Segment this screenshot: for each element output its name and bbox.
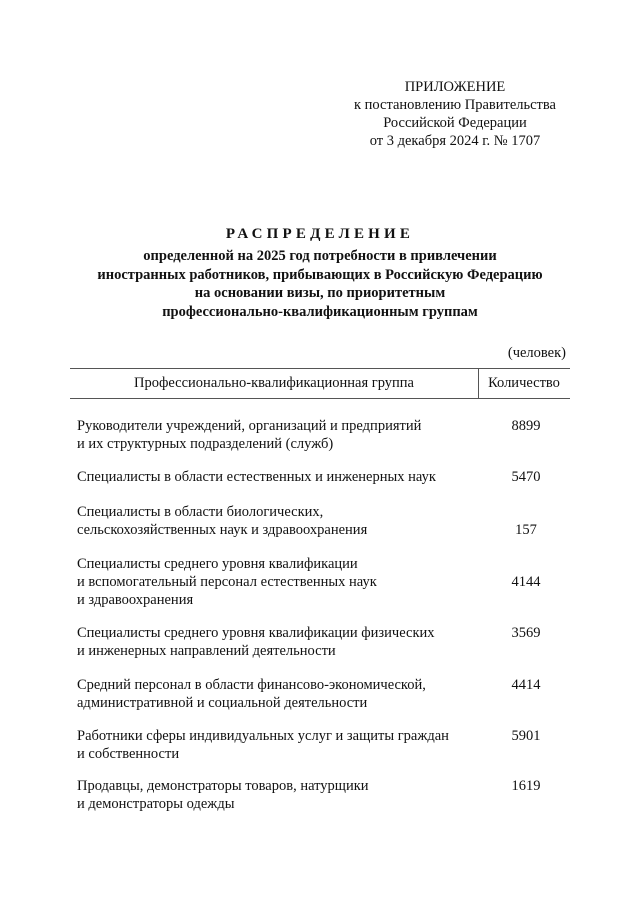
appendix-line-3: от 3 декабря 2024 г. № 1707	[369, 133, 541, 149]
row-value: 5470	[511, 469, 541, 485]
subtitle-line-1: определенной на 2025 год потребности в привлечении	[143, 248, 497, 264]
unit-label: (человек)	[507, 345, 566, 361]
row-label: Продавцы, демонстраторы товаров, натурщики и демонстраторы одежды	[77, 778, 369, 812]
row-label: Специалисты среднего уровня квалификации и вспомогательный персонал естественных наук и здравоохранения	[77, 556, 377, 608]
row-value: 3569	[511, 625, 541, 641]
row-value: 157	[515, 522, 537, 538]
table-top-rule	[70, 368, 570, 369]
row-value: 8899	[511, 418, 541, 434]
subtitle-line-4: профессионально-квалификационным группам	[162, 303, 478, 320]
table-header-rule	[70, 398, 570, 399]
row-label: Средний персонал в области финансово-экономической, административной и социальной деятельности	[77, 677, 426, 711]
row-value: 1619	[511, 778, 541, 794]
subtitle-line-2: иностранных работников, прибывающих в Российскую Федерацию	[97, 266, 543, 283]
appendix-line-1: к постановлению Правительства	[354, 97, 556, 113]
row-value: 5901	[511, 728, 541, 744]
row-label: Специалисты среднего уровня квалификации физических и инженерных направлений деятельности	[77, 625, 435, 659]
appendix-label: ПРИЛОЖЕНИЕ	[404, 79, 506, 95]
column-header-quantity: Количество	[488, 375, 560, 391]
row-value: 4414	[511, 677, 541, 693]
row-label: Работники сферы индивидуальных услуг и защиты граждан и собственности	[77, 728, 449, 762]
document-title: РАСПРЕДЕЛЕНИЕ	[225, 226, 415, 242]
row-label: Специалисты в области естественных и инженерных наук	[77, 469, 436, 485]
appendix-line-2: Российской Федерации	[383, 115, 527, 131]
row-label: Специалисты в области биологических, сельскохозяйственных наук и здравоохранения	[77, 504, 368, 538]
row-label: Руководители учреждений, организаций и предприятий и их структурных подразделений (служб)	[77, 418, 422, 452]
appendix-header	[340, 78, 570, 150]
subtitle-line-3: на основании визы, по приоритетным	[194, 285, 446, 301]
column-header-group: Профессионально-квалификационная группа	[134, 375, 414, 391]
document-subtitle	[90, 247, 550, 321]
row-value: 4144	[511, 574, 541, 590]
